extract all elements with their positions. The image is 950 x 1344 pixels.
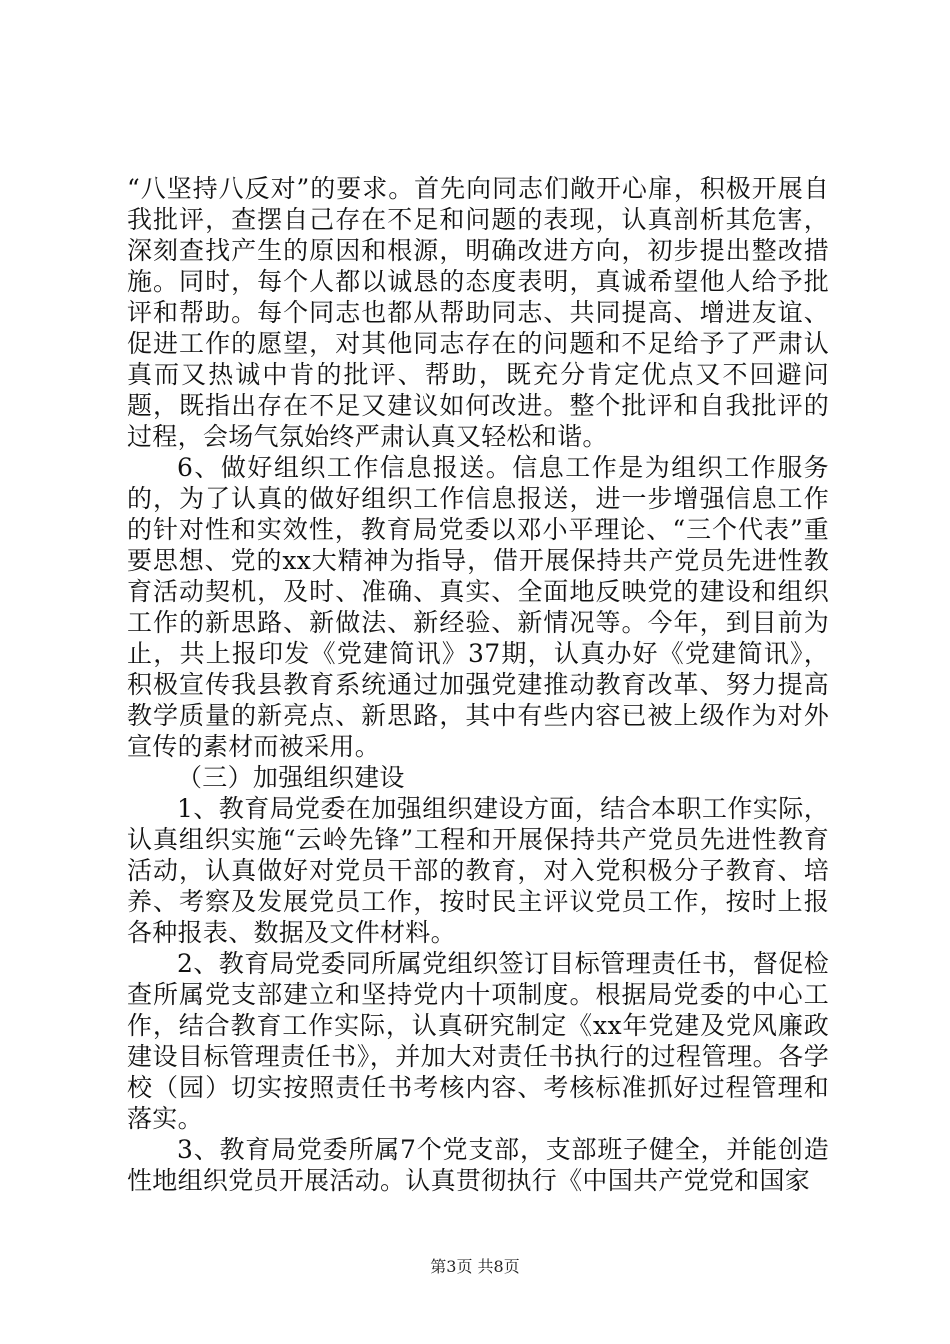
paragraph-item-3: 3、教育局党委所属7个党支部，支部班子健全，并能创造性地组织党员开展活动。认真贯彻执行《中国共产党党和国家: [127, 1135, 829, 1195]
paragraph-item-2: 2、教育局党委同所属党组织签订目标管理责任书，督促检查所属党支部建立和坚持党内十项制度。根据局党委的中心工作，结合教育工作实际，认真研究制定《xx年党建及党风廉政建设目标管理责任书》，并加大对责任书执行的过程管理。各学校（园）切实按照责任书考核内容、考核标准抓好过程管理和落实。: [127, 949, 829, 1133]
paragraph-item-1: 1、教育局党委在加强组织建设方面，结合本职工作实际，认真组织实施“云岭先锋”工程和开展保持共产党员先进性教育活动，认真做好对党员干部的教育，对入党积极分子教育、培养、考察及发展党员工作，按时民主评议党员工作，按时上报各种报表、数据及文件材料。: [127, 794, 829, 947]
paragraph-continuation: “八坚持八反对”的要求。首先向同志们敞开心扉，积极开展自我批评，查摆自己存在不足和问题的表现，认真剖析其危害，深刻查找产生的原因和根源，明确改进方向，初步提出整改措施。同时，每个人都以诚恳的态度表明，真诚希望他人给予批评和帮助。每个同志也都从帮助同志、共同提高、增进友谊、促进工作的愿望，对其他同志存在的问题和不足给予了严肃认真而又热诚中肯的批评、帮助，既充分肯定优点又不回避问题，既指出存在不足又建议如何改进。整个批评和自我批评的过程，会场气氛始终严肃认真又轻松和谐。: [127, 174, 829, 451]
paragraph-item-6: 6、做好组织工作信息报送。信息工作是为组织工作服务的，为了认真的做好组织工作信息报送，进一步增强信息工作的针对性和实效性，教育局党委以邓小平理论、“三个代表”重要思想、党的xx大精神为指导，借开展保持共产党员先进性教育活动契机，及时、准确、真实、全面地反映党的建设和组织工作的新思路、新做法、新经验、新情况等。今年，到目前为止，共上报印发《党建简讯》37期，认真办好《党建简讯》，积极宣传我县教育系统通过加强党建推动教育改革、努力提高教学质量的新亮点、新思路，其中有些内容已被上级作为对外宣传的素材而被采用。: [127, 453, 829, 761]
page-footer: 第3页 共8页: [430, 1257, 520, 1276]
document-body: [127, 173, 829, 1196]
section-heading: （三）加强组织建设: [177, 763, 405, 792]
